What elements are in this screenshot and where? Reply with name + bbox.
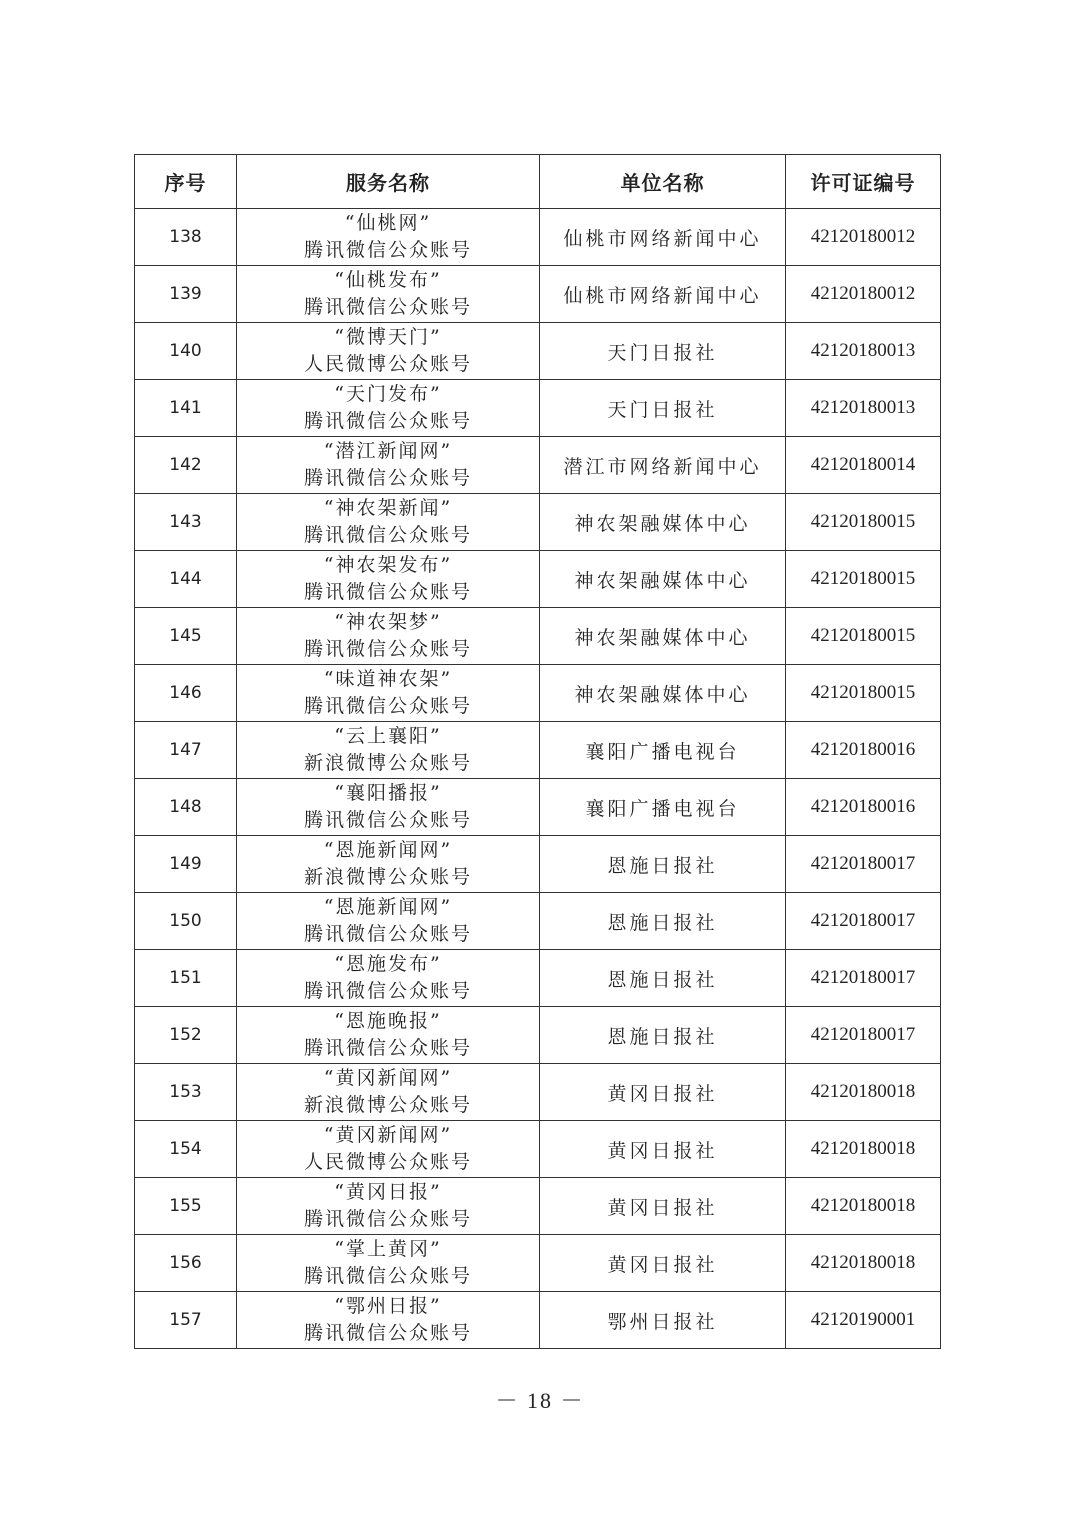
service-name: “天门发布” bbox=[334, 383, 442, 405]
seq-cell: 156 bbox=[135, 1235, 237, 1292]
table-row bbox=[135, 1235, 941, 1292]
unit-name-cell: 黄冈日报社 bbox=[540, 1178, 786, 1235]
service-name: “微博天门” bbox=[334, 326, 442, 348]
unit-name-cell: 仙桃市网络新闻中心 bbox=[540, 266, 786, 323]
seq-cell: 151 bbox=[135, 950, 237, 1007]
service-name: “神农架发布” bbox=[323, 554, 453, 576]
unit-name-cell: 襄阳广播电视台 bbox=[540, 779, 786, 836]
seq-cell: 139 bbox=[135, 266, 237, 323]
license-number-cell: 42120180015 bbox=[786, 494, 941, 551]
table-row bbox=[135, 494, 941, 551]
license-number-cell: 42120180015 bbox=[786, 665, 941, 722]
service-account-type: 腾讯微信公众账号 bbox=[303, 1265, 472, 1287]
table-row bbox=[135, 665, 941, 722]
service-name-cell bbox=[237, 893, 540, 950]
unit-name-cell: 天门日报社 bbox=[540, 323, 786, 380]
service-account-type: 人民微博公众账号 bbox=[303, 1151, 472, 1173]
table-row bbox=[135, 1064, 941, 1121]
service-name: “恩施新闻网” bbox=[323, 896, 453, 918]
unit-name-cell: 神农架融媒体中心 bbox=[540, 551, 786, 608]
service-name-cell bbox=[237, 323, 540, 380]
license-number-cell: 42120180014 bbox=[786, 437, 941, 494]
service-name-cell bbox=[237, 1178, 540, 1235]
service-name-cell bbox=[237, 1235, 540, 1292]
service-account-type: 腾讯微信公众账号 bbox=[303, 581, 472, 603]
unit-name-cell: 恩施日报社 bbox=[540, 950, 786, 1007]
service-name-cell bbox=[237, 437, 540, 494]
service-name: “襄阳播报” bbox=[334, 782, 442, 804]
seq-cell: 143 bbox=[135, 494, 237, 551]
service-name: “潜江新闻网” bbox=[323, 440, 453, 462]
table-row bbox=[135, 1121, 941, 1178]
seq-cell: 152 bbox=[135, 1007, 237, 1064]
service-account-type: 腾讯微信公众账号 bbox=[303, 524, 472, 546]
service-account-type: 新浪微博公众账号 bbox=[303, 866, 472, 888]
unit-name-cell: 潜江市网络新闻中心 bbox=[540, 437, 786, 494]
seq-cell: 141 bbox=[135, 380, 237, 437]
service-name-cell bbox=[237, 665, 540, 722]
seq-cell: 145 bbox=[135, 608, 237, 665]
unit-name-cell: 神农架融媒体中心 bbox=[540, 608, 786, 665]
table-row bbox=[135, 551, 941, 608]
seq-cell: 148 bbox=[135, 779, 237, 836]
license-number-cell: 42120180012 bbox=[786, 209, 941, 266]
unit-name-cell: 黄冈日报社 bbox=[540, 1064, 786, 1121]
unit-name-cell: 黄冈日报社 bbox=[540, 1235, 786, 1292]
service-account-type: 腾讯微信公众账号 bbox=[303, 1037, 472, 1059]
service-name: “恩施新闻网” bbox=[323, 839, 453, 861]
service-name-cell bbox=[237, 1007, 540, 1064]
unit-name-cell: 仙桃市网络新闻中心 bbox=[540, 209, 786, 266]
service-account-type: 腾讯微信公众账号 bbox=[303, 1208, 472, 1230]
license-number-cell: 42120180015 bbox=[786, 551, 941, 608]
seq-cell: 144 bbox=[135, 551, 237, 608]
service-name-cell bbox=[237, 1064, 540, 1121]
unit-name-cell: 恩施日报社 bbox=[540, 1007, 786, 1064]
service-name: “恩施晚报” bbox=[334, 1010, 442, 1032]
service-name: “恩施发布” bbox=[334, 953, 442, 975]
service-name-cell bbox=[237, 836, 540, 893]
service-name: “仙桃发布” bbox=[334, 269, 442, 291]
table-row bbox=[135, 836, 941, 893]
license-number-cell: 42120180018 bbox=[786, 1064, 941, 1121]
header-unit-name: 单位名称 bbox=[540, 155, 786, 209]
service-name-cell bbox=[237, 380, 540, 437]
service-name-cell bbox=[237, 722, 540, 779]
table-row bbox=[135, 779, 941, 836]
seq-cell: 149 bbox=[135, 836, 237, 893]
table-row bbox=[135, 437, 941, 494]
license-number-cell: 42120180017 bbox=[786, 950, 941, 1007]
seq-cell: 142 bbox=[135, 437, 237, 494]
header-seq: 序号 bbox=[135, 155, 237, 209]
seq-cell: 153 bbox=[135, 1064, 237, 1121]
license-number-cell: 42120180013 bbox=[786, 380, 941, 437]
table-row bbox=[135, 1292, 941, 1349]
service-account-type: 腾讯微信公众账号 bbox=[303, 695, 472, 717]
service-name: “鄂州日报” bbox=[334, 1295, 442, 1317]
license-number-cell: 42120180018 bbox=[786, 1121, 941, 1178]
unit-name-cell: 襄阳广播电视台 bbox=[540, 722, 786, 779]
table-row bbox=[135, 209, 941, 266]
unit-name-cell: 神农架融媒体中心 bbox=[540, 494, 786, 551]
license-number-cell: 42120180017 bbox=[786, 1007, 941, 1064]
service-name-cell bbox=[237, 1292, 540, 1349]
service-name: “黄冈日报” bbox=[334, 1181, 442, 1203]
table-row bbox=[135, 950, 941, 1007]
service-name: “黄冈新闻网” bbox=[323, 1124, 453, 1146]
service-name-cell bbox=[237, 209, 540, 266]
service-account-type: 腾讯微信公众账号 bbox=[303, 239, 472, 261]
unit-name-cell: 黄冈日报社 bbox=[540, 1121, 786, 1178]
unit-name-cell: 恩施日报社 bbox=[540, 836, 786, 893]
service-account-type: 腾讯微信公众账号 bbox=[303, 809, 472, 831]
service-name: “神农架梦” bbox=[334, 611, 442, 633]
service-account-type: 腾讯微信公众账号 bbox=[303, 923, 472, 945]
table-header bbox=[135, 155, 941, 209]
seq-cell: 155 bbox=[135, 1178, 237, 1235]
service-account-type: 腾讯微信公众账号 bbox=[303, 980, 472, 1002]
service-name-cell bbox=[237, 266, 540, 323]
table-row bbox=[135, 893, 941, 950]
table-row bbox=[135, 266, 941, 323]
license-number-cell: 42120190001 bbox=[786, 1292, 941, 1349]
unit-name-cell: 鄂州日报社 bbox=[540, 1292, 786, 1349]
license-number-cell: 42120180012 bbox=[786, 266, 941, 323]
header-license-number: 许可证编号 bbox=[786, 155, 941, 209]
unit-name-cell: 神农架融媒体中心 bbox=[540, 665, 786, 722]
service-name-cell bbox=[237, 494, 540, 551]
service-account-type: 腾讯微信公众账号 bbox=[303, 410, 472, 432]
table-row bbox=[135, 380, 941, 437]
header-service-name: 服务名称 bbox=[237, 155, 540, 209]
service-name-cell bbox=[237, 950, 540, 1007]
seq-cell: 140 bbox=[135, 323, 237, 380]
service-name-cell bbox=[237, 551, 540, 608]
service-name-cell bbox=[237, 1121, 540, 1178]
service-account-type: 人民微博公众账号 bbox=[303, 353, 472, 375]
table-row bbox=[135, 722, 941, 779]
service-account-type: 新浪微博公众账号 bbox=[303, 752, 472, 774]
service-account-type: 腾讯微信公众账号 bbox=[303, 1322, 472, 1344]
page-number: － 18 － bbox=[495, 1388, 585, 1413]
seq-cell: 150 bbox=[135, 893, 237, 950]
license-number-cell: 42120180016 bbox=[786, 722, 941, 779]
service-name-cell bbox=[237, 779, 540, 836]
table-row bbox=[135, 323, 941, 380]
license-number-cell: 42120180013 bbox=[786, 323, 941, 380]
service-name: “黄冈新闻网” bbox=[323, 1067, 453, 1089]
license-table bbox=[134, 154, 941, 1349]
service-account-type: 腾讯微信公众账号 bbox=[303, 638, 472, 660]
unit-name-cell: 恩施日报社 bbox=[540, 893, 786, 950]
seq-cell: 154 bbox=[135, 1121, 237, 1178]
license-number-cell: 42120180017 bbox=[786, 836, 941, 893]
seq-cell: 147 bbox=[135, 722, 237, 779]
service-account-type: 新浪微博公众账号 bbox=[303, 1094, 472, 1116]
license-number-cell: 42120180016 bbox=[786, 779, 941, 836]
service-account-type: 腾讯微信公众账号 bbox=[303, 467, 472, 489]
service-name: “神农架新闻” bbox=[323, 497, 453, 519]
table-row bbox=[135, 608, 941, 665]
service-name: “仙桃网” bbox=[344, 212, 432, 234]
service-account-type: 腾讯微信公众账号 bbox=[303, 296, 472, 318]
license-number-cell: 42120180018 bbox=[786, 1178, 941, 1235]
license-number-cell: 42120180015 bbox=[786, 608, 941, 665]
service-name: “掌上黄冈” bbox=[334, 1238, 442, 1260]
service-name-cell bbox=[237, 608, 540, 665]
seq-cell: 146 bbox=[135, 665, 237, 722]
header-row bbox=[135, 155, 941, 209]
service-name: “味道神农架” bbox=[323, 668, 453, 690]
table-row bbox=[135, 1178, 941, 1235]
seq-cell: 157 bbox=[135, 1292, 237, 1349]
unit-name-cell: 天门日报社 bbox=[540, 380, 786, 437]
license-number-cell: 42120180018 bbox=[786, 1235, 941, 1292]
license-number-cell: 42120180017 bbox=[786, 893, 941, 950]
table-row bbox=[135, 1007, 941, 1064]
table-body bbox=[135, 209, 941, 1349]
seq-cell: 138 bbox=[135, 209, 237, 266]
service-name: “云上襄阳” bbox=[334, 725, 442, 747]
